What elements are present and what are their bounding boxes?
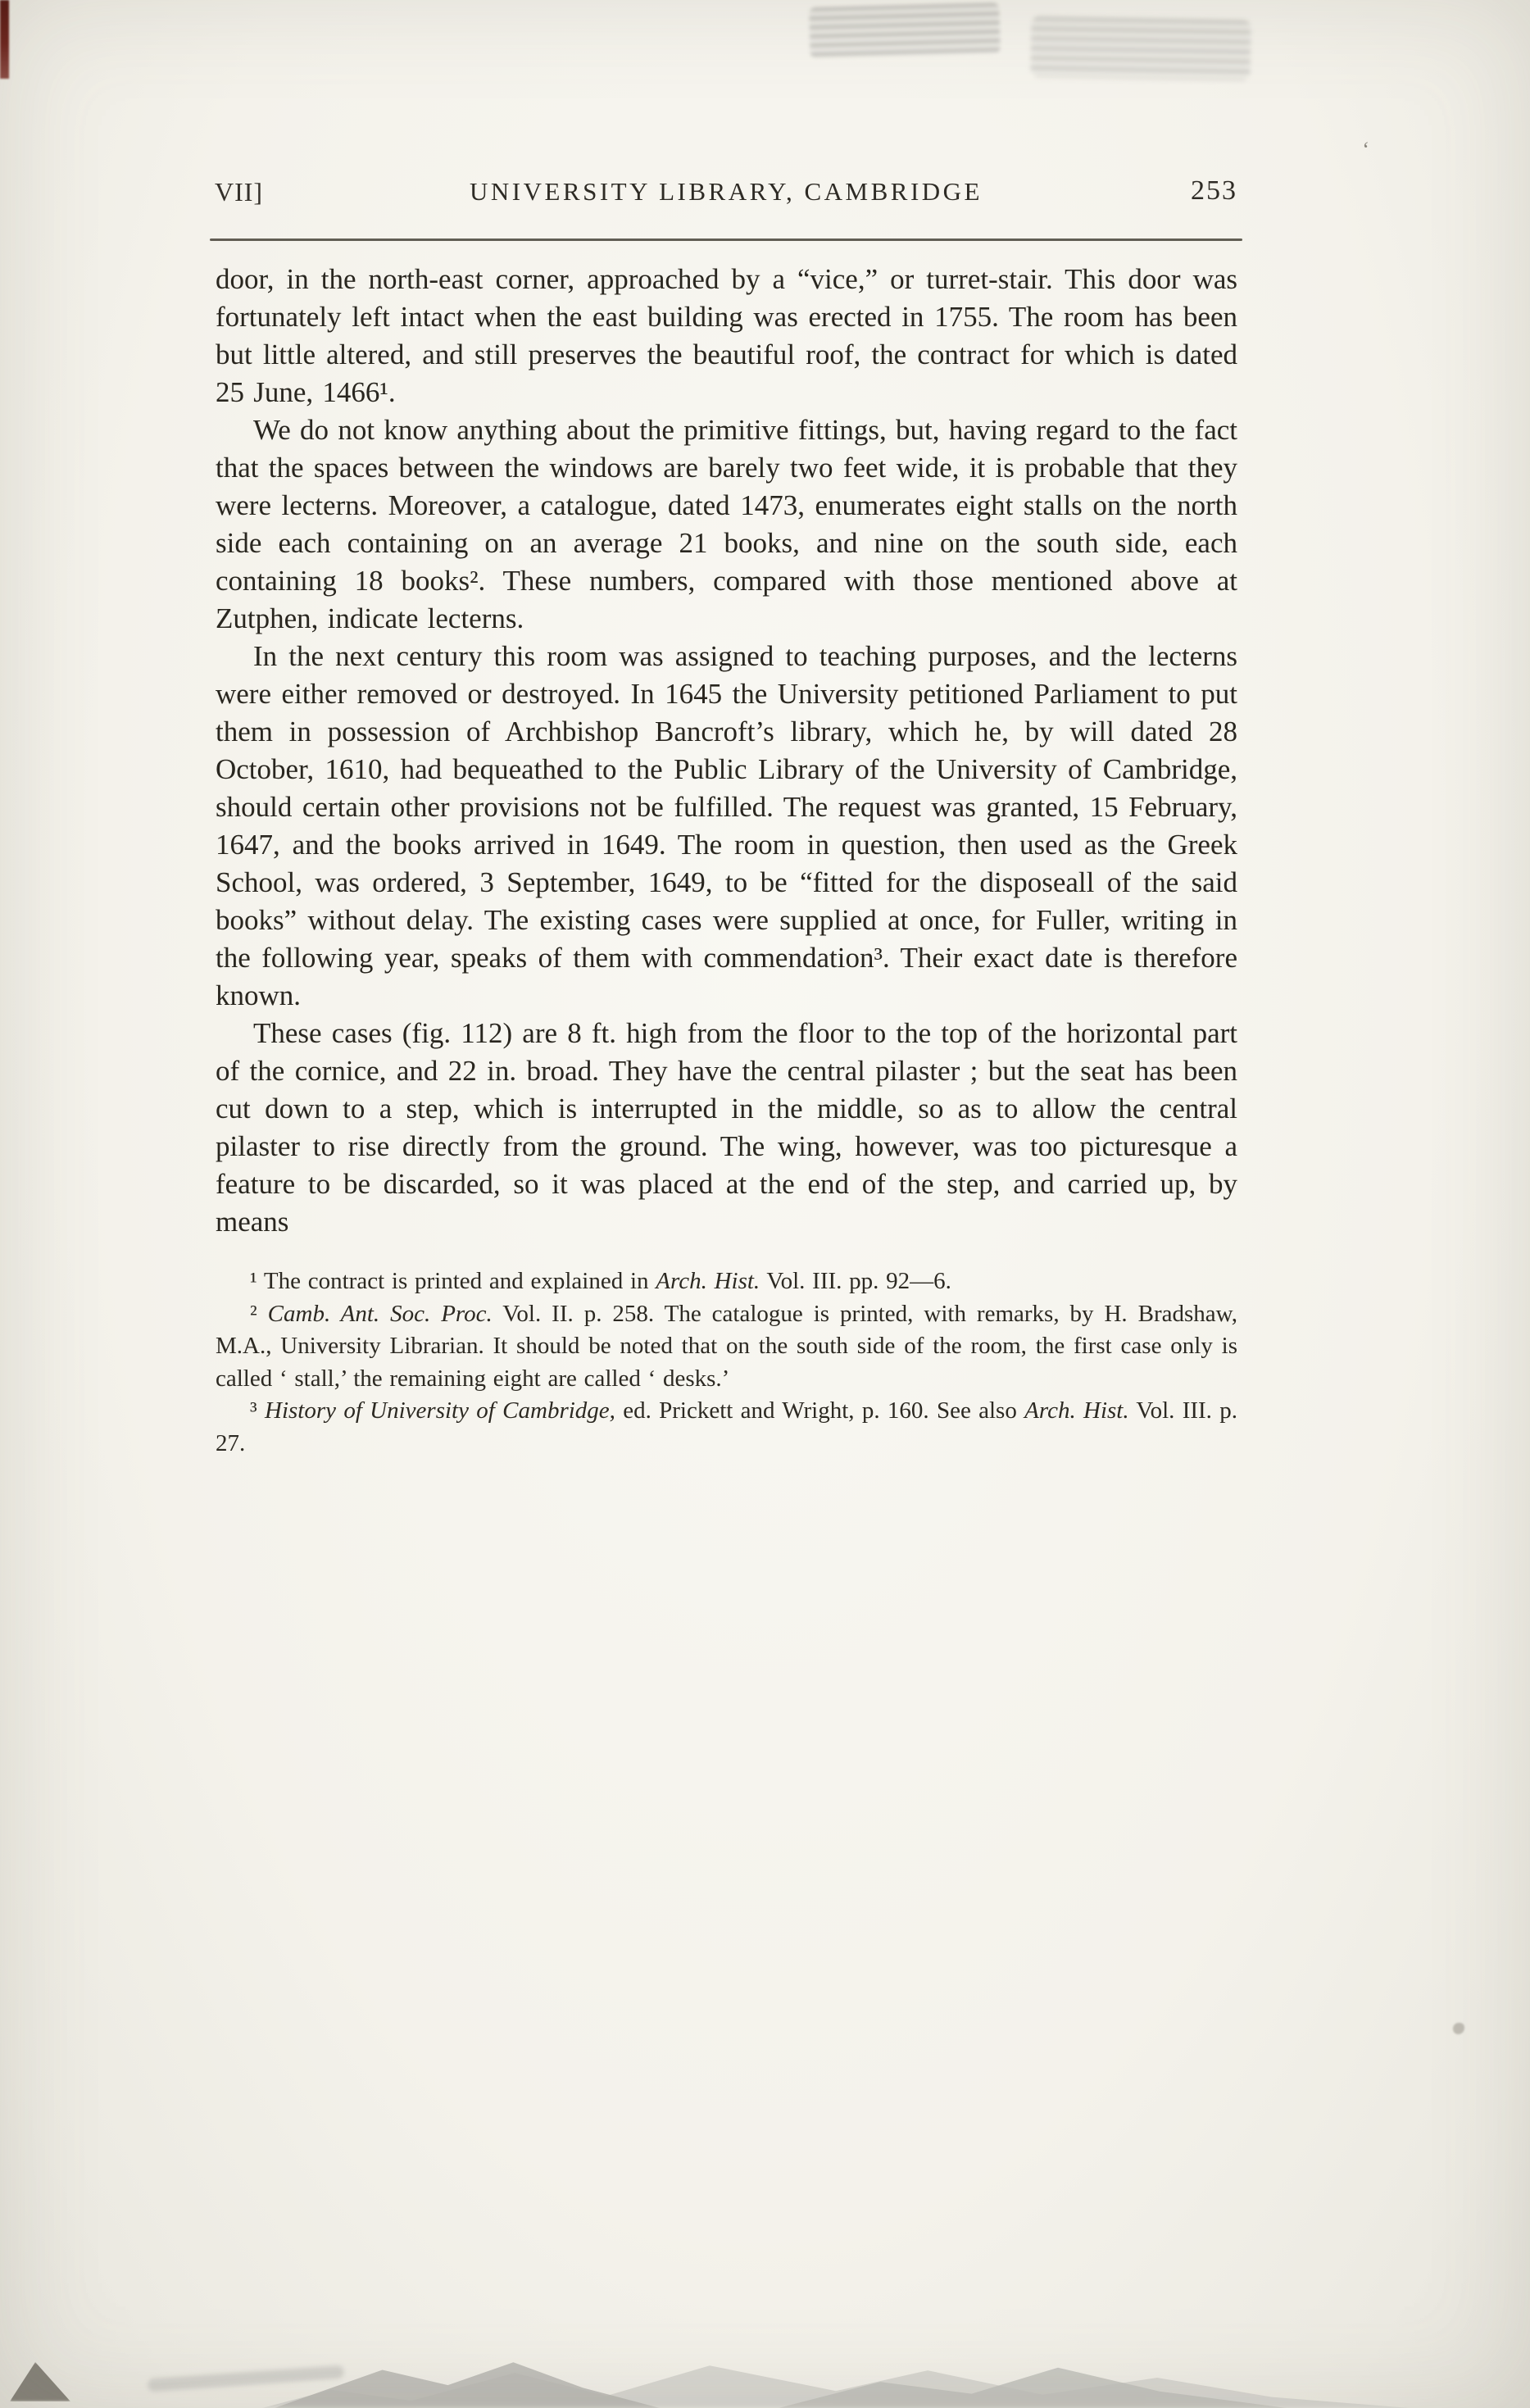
scan-smudge-top-right — [1030, 16, 1251, 81]
footnotes — [216, 1265, 1237, 1460]
stray-quote-mark: ‘ — [1362, 138, 1369, 161]
section-signature: VII] — [215, 177, 264, 207]
header-rule — [210, 239, 1242, 241]
footnote-text: ³ — [250, 1397, 266, 1424]
paragraph: door, in the north-east corner, approached by a “vice,” or turret-stair. This door was fortunately left intact when the east building was erected in 1755. The room has been but little altered, and still preserves the beautiful roof, the contract for which is dated 25 June, 1466¹. — [216, 263, 1237, 408]
scan-shadow-bottom-right — [779, 2360, 1287, 2408]
scan-speck-right-margin — [1453, 2023, 1464, 2034]
paragraph: We do not know anything about the primitive fittings, but, having regard to the fact that the spaces between the windows are barely two feet wide, it is probable that they were lecterns. Moreover, a catalogue, dated 1473, enumerates eight stalls on the north side each containing on an average 21 books, and nine on the south side, each containing 18 books². These numbers, compared with those mentioned above at Zutphen, indicate lecterns. — [216, 414, 1237, 634]
scan-streak-bottom — [148, 2365, 345, 2392]
paragraph: In the next century this room was assigned to teaching purposes, and the lecterns were either removed or destroyed. In 1645 the University petitioned Parliament to put them in possession of Archbishop Bancroft’s library, which he, by will dated 28 October, 1610, had bequeathed to the Public Library of the University of Cambridge, should certain other provisions not be fulfilled. The request was granted, 15 February, 1647, and the books arrived in 1649. The room in question, then used as the Greek School, was ordered, 3 September, 1649, to be “fitted for the disposeall of the said books” without delay. The existing cases were supplied at once, for Fuller, writing in the following year, speaks of them with commendation³. Their exact date is therefore known. — [216, 640, 1237, 1011]
footnote — [216, 1265, 1237, 1298]
footnote-citation: Camb. Ant. Soc. Proc. — [267, 1300, 493, 1327]
body-text — [216, 261, 1237, 1460]
footnote-citation: Arch. Hist. — [1024, 1397, 1129, 1424]
footnote-text: ¹ The contract is printed and explained in — [250, 1268, 656, 1294]
scan-edge-strip — [0, 0, 9, 79]
footnote — [216, 1298, 1237, 1396]
footnote-text: Vol. II. p. 258. The catalogue is printed, with remarks, by H. Bradshaw, M.A., University Librarian. It should be noted that on the south side of the room, the first case only is called ‘ stall,’ the remaining eight are called ‘ desks.’ — [216, 1300, 1237, 1392]
running-title: UNIVERSITY LIBRARY, CAMBRIDGE — [470, 177, 983, 206]
page-number: 253 — [1191, 175, 1237, 206]
scan-shadow-bottom-band — [262, 2347, 1410, 2408]
scan-shadow-bottom-left — [275, 2357, 660, 2408]
running-header — [215, 174, 1237, 211]
footnote-text: Vol. III. p. 27. — [216, 1397, 1237, 1456]
footnote-text: Vol. III. pp. 92—6. — [760, 1268, 951, 1294]
footnote-citation: History of University of Cambridge, — [265, 1397, 615, 1424]
footnote-text: ² — [250, 1300, 268, 1327]
scan-shadow-corner — [10, 2362, 70, 2401]
footnote-text: ed. Prickett and Wright, p. 160. See also — [615, 1397, 1025, 1424]
paragraph: These cases (fig. 112) are 8 ft. high from the floor to the top of the horizontal part of the cornice, and 22 in. broad. They have the central pilaster ; but the seat has been cut down to a step, which is interrupted in the middle, so as to allow the central pilaster to rise directly from the ground. The wing, however, was too picturesque a feature to be discarded, so it was placed at the end of the step, and carried up, by means — [216, 1017, 1237, 1238]
footnote-citation: Arch. Hist. — [656, 1268, 760, 1294]
footnote — [216, 1395, 1237, 1460]
scan-smudge-top-center — [809, 2, 1001, 58]
